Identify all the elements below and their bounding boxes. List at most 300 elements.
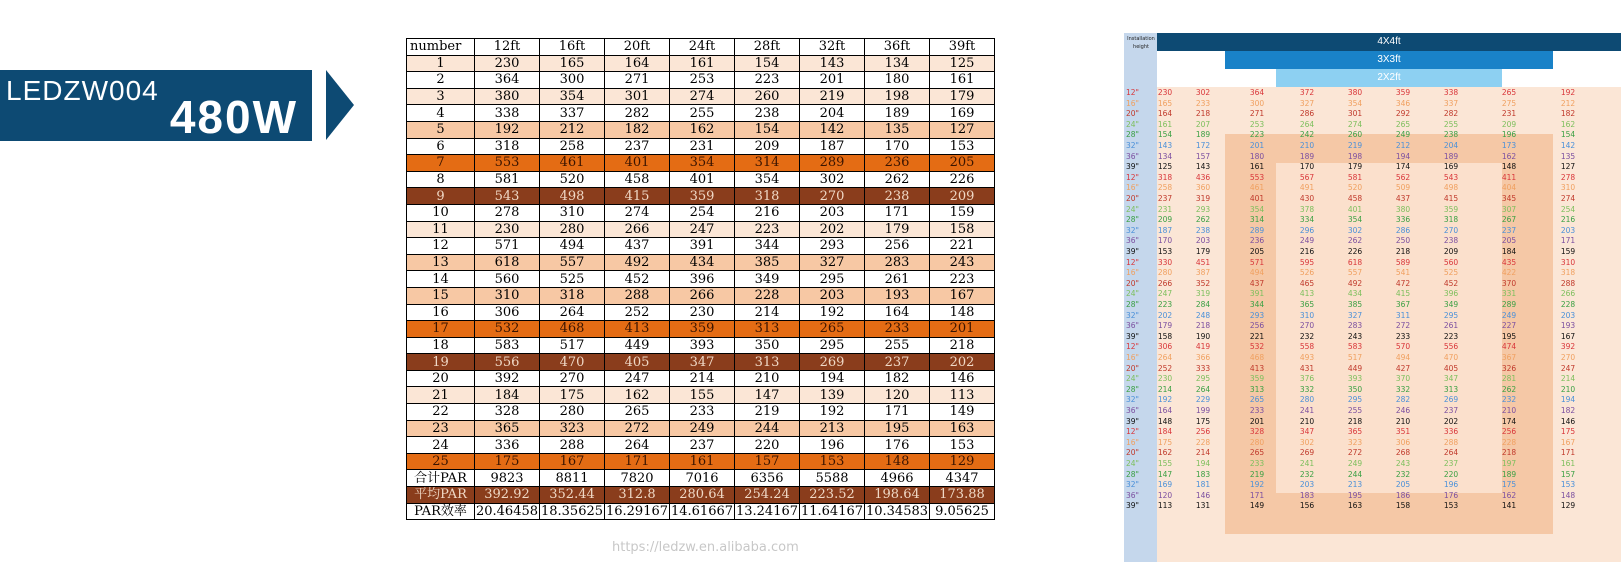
par-value-cell: 180 xyxy=(865,72,930,89)
par-value-cell: 236 xyxy=(865,155,930,172)
distribution-value: 231 xyxy=(1501,109,1517,119)
height-label: 36" xyxy=(1126,321,1139,331)
row-label-cell: 合计PAR xyxy=(407,470,475,487)
par-value-cell: 14.61667 xyxy=(670,503,734,519)
par-value-cell: 230 xyxy=(670,304,735,321)
distribution-value: 197 xyxy=(1501,459,1517,468)
model-name: LEDZW004 xyxy=(6,75,159,106)
distribution-value: 310 xyxy=(1560,183,1576,193)
par-value-cell: 179 xyxy=(865,221,930,238)
distribution-value: 247 xyxy=(1560,363,1576,373)
distribution-value: 288 xyxy=(1443,437,1459,447)
par-value-cell: 202 xyxy=(800,221,865,238)
distribution-value: 233 xyxy=(1249,406,1265,415)
distribution-value: 162 xyxy=(1501,490,1517,500)
distribution-value: 378 xyxy=(1299,204,1315,214)
par-value-cell: 243 xyxy=(930,254,995,271)
distribution-value: 376 xyxy=(1299,374,1315,384)
distribution-value: 365 xyxy=(1347,427,1363,437)
distribution-value: 295 xyxy=(1347,395,1363,405)
distribution-row xyxy=(1124,395,1621,406)
par-value-cell: 312.8 xyxy=(605,487,670,504)
distribution-value: 201 xyxy=(1249,416,1265,426)
par-value-cell: 280 xyxy=(540,404,605,421)
distribution-value: 327 xyxy=(1299,98,1315,108)
distribution-value: 323 xyxy=(1347,437,1363,447)
distribution-value: 380 xyxy=(1395,204,1411,214)
height-label: 20" xyxy=(1126,109,1139,119)
par-value-cell: 7016 xyxy=(670,470,735,487)
par-value-cell: 260 xyxy=(735,88,800,105)
par-value-cell: 164 xyxy=(865,304,930,321)
par-value-cell: 618 xyxy=(475,254,540,271)
distribution-value: 202 xyxy=(1443,416,1459,426)
par-value-cell: 328 xyxy=(475,404,540,421)
distribution-value: 216 xyxy=(1560,215,1576,225)
distribution-value: 249 xyxy=(1299,236,1315,246)
distribution-value: 167 xyxy=(1560,331,1576,341)
distribution-value: 391 xyxy=(1249,289,1265,299)
par-value-cell: 203 xyxy=(800,287,865,304)
distribution-value: 328 xyxy=(1249,427,1265,437)
par-table xyxy=(406,38,995,520)
row-label-cell: 20 xyxy=(407,370,475,387)
distribution-value: 293 xyxy=(1195,204,1211,214)
distribution-value: 196 xyxy=(1501,130,1517,140)
par-value-cell: 198.64 xyxy=(865,487,930,504)
par-value-cell: 202 xyxy=(930,354,995,371)
distribution-row xyxy=(1124,194,1621,205)
height-label: 32" xyxy=(1126,141,1139,150)
table-row xyxy=(407,88,995,105)
distribution-value: 494 xyxy=(1395,353,1411,362)
distribution-value: 204 xyxy=(1443,141,1459,150)
column-header: 12ft xyxy=(475,39,540,56)
distribution-value: 265 xyxy=(1501,88,1517,97)
table-row xyxy=(407,55,995,72)
distribution-value: 254 xyxy=(1560,204,1576,214)
distribution-value: 162 xyxy=(1501,151,1517,161)
distribution-value: 192 xyxy=(1560,88,1576,97)
distribution-value: 267 xyxy=(1501,215,1517,225)
distribution-value: 269 xyxy=(1443,395,1459,405)
distribution-value: 380 xyxy=(1347,88,1363,97)
distribution-row xyxy=(1124,141,1621,152)
distribution-value: 281 xyxy=(1501,374,1517,384)
table-row xyxy=(407,370,995,387)
height-label: 36" xyxy=(1126,236,1139,246)
bar-4x4ft: 4X4ft xyxy=(1157,33,1621,51)
par-value-cell: 198 xyxy=(865,88,930,105)
distribution-value: 331 xyxy=(1501,289,1517,299)
distribution-value: 264 xyxy=(1195,384,1211,394)
distribution-value: 143 xyxy=(1157,141,1173,150)
distribution-value: 141 xyxy=(1501,501,1517,511)
distribution-value: 223 xyxy=(1157,300,1173,309)
distribution-value: 431 xyxy=(1299,363,1315,373)
par-value-cell: 352.44 xyxy=(540,487,605,504)
table-row xyxy=(407,304,995,321)
distribution-value: 330 xyxy=(1157,257,1173,267)
distribution-value: 216 xyxy=(1299,247,1315,256)
distribution-row xyxy=(1124,109,1621,120)
distribution-value: 474 xyxy=(1501,342,1517,352)
par-value-cell: 162 xyxy=(670,121,735,138)
distribution-value: 155 xyxy=(1157,459,1173,468)
par-value-cell: 193 xyxy=(865,287,930,304)
distribution-value: 255 xyxy=(1347,406,1363,415)
par-value-cell: 437 xyxy=(605,238,670,255)
par-value-cell: 167 xyxy=(930,287,995,304)
distribution-value: 203 xyxy=(1560,310,1576,320)
distribution-value: 385 xyxy=(1347,300,1363,309)
distribution-value: 173 xyxy=(1501,141,1517,150)
distribution-value: 237 xyxy=(1443,406,1459,415)
distribution-value: 149 xyxy=(1249,501,1265,511)
par-value-cell: 219 xyxy=(735,404,800,421)
height-label: 24" xyxy=(1126,374,1139,384)
par-value-cell: 195 xyxy=(865,420,930,437)
distribution-value: 171 xyxy=(1249,490,1265,500)
distribution-value: 413 xyxy=(1299,289,1315,299)
distribution-value: 212 xyxy=(1395,141,1411,150)
column-header: 20ft xyxy=(605,39,670,56)
par-value-cell: 237 xyxy=(605,138,670,155)
table-row xyxy=(407,138,995,155)
distribution-value: 365 xyxy=(1299,300,1315,309)
par-value-cell: 205 xyxy=(930,155,995,172)
row-label-cell: 23 xyxy=(407,420,475,437)
distribution-value: 250 xyxy=(1395,236,1411,246)
distribution-value: 470 xyxy=(1443,353,1459,362)
distribution-value: 326 xyxy=(1501,363,1517,373)
par-value-cell: 192 xyxy=(475,121,540,138)
distribution-value: 210 xyxy=(1560,384,1576,394)
distribution-value: 336 xyxy=(1395,215,1411,225)
par-value-cell: 295 xyxy=(800,271,865,288)
height-label: 12" xyxy=(1126,427,1139,437)
height-label: 36" xyxy=(1126,406,1139,415)
table-row xyxy=(407,221,995,238)
distribution-value: 218 xyxy=(1347,416,1363,426)
height-label: 24" xyxy=(1126,119,1139,129)
distribution-value: 289 xyxy=(1501,300,1517,309)
par-value-cell: 147 xyxy=(735,387,800,404)
par-value-cell: 391 xyxy=(670,238,735,255)
par-value-cell: 581 xyxy=(475,171,540,188)
distribution-value: 334 xyxy=(1299,215,1315,225)
par-value-cell: 336 xyxy=(475,437,540,454)
distribution-value: 172 xyxy=(1195,141,1211,150)
par-value-cell: 213 xyxy=(800,420,865,437)
installation-height-label: Installation height xyxy=(1127,36,1155,50)
distribution-row xyxy=(1124,300,1621,311)
distribution-value: 164 xyxy=(1157,406,1173,415)
distribution-value: 493 xyxy=(1299,353,1315,362)
distribution-row xyxy=(1124,321,1621,332)
distribution-value: 349 xyxy=(1443,300,1459,309)
par-value-cell: 139 xyxy=(800,387,865,404)
distribution-value: 161 xyxy=(1249,162,1265,172)
distribution-value: 295 xyxy=(1443,310,1459,320)
par-value-cell: 233 xyxy=(865,321,930,338)
distribution-value: 246 xyxy=(1395,406,1411,415)
distribution-row xyxy=(1124,268,1621,279)
par-value-cell: 359 xyxy=(670,188,735,205)
column-header: 39ft xyxy=(930,39,995,56)
distribution-row xyxy=(1124,183,1621,194)
distribution-value: 220 xyxy=(1443,469,1459,479)
distribution-row xyxy=(1124,130,1621,141)
distribution-value: 187 xyxy=(1157,225,1173,235)
distribution-value: 198 xyxy=(1347,151,1363,161)
par-value-cell: 247 xyxy=(670,221,735,238)
distribution-value: 492 xyxy=(1347,278,1363,288)
distribution-row xyxy=(1124,311,1621,322)
distribution-value: 237 xyxy=(1157,194,1173,203)
distribution-value: 351 xyxy=(1395,427,1411,437)
par-value-cell: 230 xyxy=(475,221,540,238)
distribution-value: 214 xyxy=(1560,374,1576,384)
par-value-cell: 270 xyxy=(540,370,605,387)
par-value-cell: 159 xyxy=(930,204,995,221)
distribution-value: 213 xyxy=(1347,480,1363,490)
distribution-value: 352 xyxy=(1195,278,1211,288)
distribution-value: 296 xyxy=(1299,225,1315,235)
distribution-value: 314 xyxy=(1249,215,1265,225)
distribution-value: 461 xyxy=(1249,183,1265,193)
distribution-value: 427 xyxy=(1395,363,1411,373)
par-value-cell: 16.29167 xyxy=(605,503,669,519)
distribution-value: 195 xyxy=(1501,331,1517,341)
distribution-value: 350 xyxy=(1347,384,1363,394)
height-label: 28" xyxy=(1126,384,1139,394)
distribution-value: 372 xyxy=(1299,88,1315,97)
par-value-cell: 405 xyxy=(605,354,670,371)
par-value-cell: 165 xyxy=(540,55,605,72)
table-row xyxy=(407,387,995,404)
distribution-value: 517 xyxy=(1347,353,1363,362)
par-value-cell: 247 xyxy=(605,370,670,387)
distribution-value: 214 xyxy=(1195,448,1211,458)
row-label-cell: 2 xyxy=(407,72,475,89)
distribution-value: 392 xyxy=(1560,342,1576,352)
height-label: 32" xyxy=(1126,310,1139,320)
distribution-value: 228 xyxy=(1501,437,1517,447)
distribution-value: 260 xyxy=(1347,130,1363,140)
distribution-value: 219 xyxy=(1347,141,1363,150)
distribution-value: 262 xyxy=(1501,384,1517,394)
row-label-cell: 7 xyxy=(407,155,475,172)
distribution-value: 183 xyxy=(1299,490,1315,500)
par-value-cell: 214 xyxy=(735,304,800,321)
distribution-row xyxy=(1124,501,1621,512)
table-row xyxy=(407,204,995,221)
distribution-value: 289 xyxy=(1249,225,1265,235)
distribution-value: 148 xyxy=(1157,416,1173,426)
distribution-value: 154 xyxy=(1560,130,1576,140)
par-value-cell: 262 xyxy=(865,171,930,188)
par-value-cell: 255 xyxy=(670,105,735,122)
par-value-cell: 264 xyxy=(605,437,670,454)
distribution-row xyxy=(1124,470,1621,481)
table-header-row xyxy=(407,39,995,56)
distribution-value: 282 xyxy=(1395,395,1411,405)
par-value-cell: 187 xyxy=(800,138,865,155)
distribution-value: 354 xyxy=(1249,204,1265,214)
distribution-value: 472 xyxy=(1395,278,1411,288)
height-label: 32" xyxy=(1126,480,1139,490)
distribution-value: 231 xyxy=(1157,204,1173,214)
distribution-value: 131 xyxy=(1195,501,1211,511)
distribution-row xyxy=(1124,88,1621,99)
distribution-value: 405 xyxy=(1443,363,1459,373)
distribution-value: 165 xyxy=(1157,98,1173,108)
height-label: 12" xyxy=(1126,172,1139,182)
par-value-cell: 223 xyxy=(735,72,800,89)
distribution-value: 228 xyxy=(1560,300,1576,309)
distribution-value: 157 xyxy=(1195,151,1211,161)
distribution-row xyxy=(1124,99,1621,110)
par-value-cell: 310 xyxy=(475,287,540,304)
distribution-value: 237 xyxy=(1501,225,1517,235)
par-value-cell: 212 xyxy=(540,121,605,138)
row-label-cell: 13 xyxy=(407,254,475,271)
par-value-cell: 274 xyxy=(670,88,735,105)
distribution-value: 233 xyxy=(1249,459,1265,468)
par-value-cell: 148 xyxy=(865,453,930,470)
par-value-cell: 209 xyxy=(930,188,995,205)
par-value-cell: 196 xyxy=(800,437,865,454)
row-label-cell: 5 xyxy=(407,121,475,138)
distribution-value: 182 xyxy=(1560,109,1576,119)
distribution-value: 210 xyxy=(1501,406,1517,415)
par-value-cell: 204 xyxy=(800,105,865,122)
distribution-value: 189 xyxy=(1299,151,1315,161)
distribution-value: 562 xyxy=(1395,172,1411,182)
par-value-cell: 392.92 xyxy=(475,487,540,504)
par-value-cell: 265 xyxy=(605,404,670,421)
distribution-value: 201 xyxy=(1249,141,1265,150)
distribution-value: 135 xyxy=(1560,151,1576,161)
distribution-value: 280 xyxy=(1299,395,1315,405)
distribution-row xyxy=(1124,120,1621,131)
distribution-value: 583 xyxy=(1347,342,1363,352)
par-value-cell: 249 xyxy=(670,420,735,437)
product-banner xyxy=(0,70,312,141)
distribution-value: 332 xyxy=(1299,384,1315,394)
distribution-value: 174 xyxy=(1395,162,1411,172)
distribution-value: 452 xyxy=(1443,278,1459,288)
distribution-value: 237 xyxy=(1443,459,1459,468)
distribution-value: 162 xyxy=(1560,119,1576,129)
distribution-value: 194 xyxy=(1395,151,1411,161)
distribution-value: 218 xyxy=(1195,109,1211,119)
distribution-value: 228 xyxy=(1195,437,1211,447)
column-header: number xyxy=(407,39,475,56)
par-value-cell: 494 xyxy=(540,238,605,255)
distribution-value: 286 xyxy=(1395,225,1411,235)
par-value-cell: 143 xyxy=(800,55,865,72)
distribution-value: 581 xyxy=(1347,172,1363,182)
distribution-value: 199 xyxy=(1195,406,1211,415)
row-label-cell: 16 xyxy=(407,304,475,321)
par-value-cell: 323 xyxy=(540,420,605,437)
par-value-cell: 223 xyxy=(930,271,995,288)
distribution-value: 338 xyxy=(1443,88,1459,97)
par-value-cell: 288 xyxy=(605,287,670,304)
par-value-cell: 4966 xyxy=(865,470,930,487)
distribution-value: 113 xyxy=(1157,501,1173,511)
height-label: 24" xyxy=(1126,459,1139,468)
distribution-value: 242 xyxy=(1299,130,1315,140)
distribution-value: 157 xyxy=(1560,469,1576,479)
distribution-value: 171 xyxy=(1560,236,1576,246)
distribution-value: 243 xyxy=(1395,459,1411,468)
row-label-cell: 21 xyxy=(407,387,475,404)
distribution-value: 396 xyxy=(1443,289,1459,299)
banner-arrow-icon xyxy=(326,70,354,140)
distribution-value: 411 xyxy=(1501,172,1517,182)
distribution-value: 436 xyxy=(1195,172,1211,182)
distribution-value: 184 xyxy=(1157,427,1173,437)
distribution-value: 252 xyxy=(1157,363,1173,373)
par-value-cell: 169 xyxy=(930,105,995,122)
par-value-cell: 350 xyxy=(735,337,800,354)
watermark: https://ledzw.en.alibaba.com xyxy=(612,540,799,555)
par-value-cell: 135 xyxy=(865,121,930,138)
distribution-value: 153 xyxy=(1157,247,1173,256)
distribution-value: 230 xyxy=(1157,374,1173,384)
par-value-cell: 282 xyxy=(605,105,670,122)
par-value-cell: 221 xyxy=(930,238,995,255)
distribution-value: 571 xyxy=(1249,257,1265,267)
par-value-cell: 458 xyxy=(605,171,670,188)
height-label: 16" xyxy=(1126,183,1139,193)
distribution-value: 120 xyxy=(1157,490,1173,500)
distribution-value: 283 xyxy=(1347,321,1363,331)
par-value-cell: 401 xyxy=(605,155,670,172)
distribution-value: 247 xyxy=(1157,289,1173,299)
par-value-cell: 253 xyxy=(670,72,735,89)
par-value-cell: 8811 xyxy=(540,470,605,487)
par-value-cell: 154 xyxy=(735,121,800,138)
distribution-value: 203 xyxy=(1195,236,1211,246)
distribution-value: 203 xyxy=(1299,480,1315,490)
par-value-cell: 365 xyxy=(475,420,540,437)
distribution-value: 249 xyxy=(1347,459,1363,468)
distribution-value: 223 xyxy=(1443,331,1459,341)
par-value-cell: 129 xyxy=(930,453,995,470)
par-value-cell: 364 xyxy=(475,72,540,89)
distribution-value: 162 xyxy=(1157,448,1173,458)
distribution-value: 280 xyxy=(1157,268,1173,278)
par-value-cell: 167 xyxy=(540,453,605,470)
distribution-value: 354 xyxy=(1347,98,1363,108)
distribution-value: 236 xyxy=(1249,236,1265,246)
distribution-value: 401 xyxy=(1249,194,1265,203)
distribution-value: 265 xyxy=(1249,448,1265,458)
distribution-value: 282 xyxy=(1443,109,1459,119)
table-row xyxy=(407,321,995,338)
par-value-cell: 318 xyxy=(540,287,605,304)
distribution-value: 241 xyxy=(1299,459,1315,468)
distribution-value: 255 xyxy=(1443,119,1459,129)
par-value-cell: 164 xyxy=(605,55,670,72)
distribution-value: 171 xyxy=(1560,448,1576,458)
distribution-value: 189 xyxy=(1195,130,1211,140)
distribution-value: 161 xyxy=(1560,459,1576,468)
